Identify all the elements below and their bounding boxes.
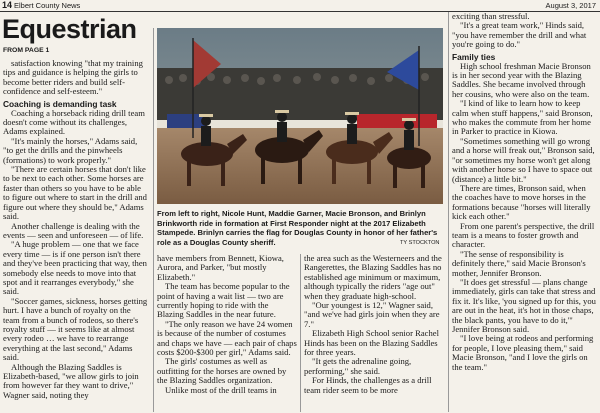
paragraph: "The only reason we have 24 women is because of the number of costumes and chaps we have — each pair of chaps costs $200-$300 per girl," Adams said. — [157, 318, 297, 358]
paragraph: "The sense of responsibility is definitely there," said Macie Bronson's mother, Jennifer Bronson. — [452, 248, 586, 278]
paragraph: exciting than stressful. — [452, 12, 530, 21]
paragraph: "I kind of like to learn how to keep calm when stuff happens," said Bronson, who makes the commute from her home in Parker to practice in Kiowa. — [452, 98, 593, 137]
paragraph: "There are certain horses that don't like to be next to each other. Some horses are faster than others so you have to be able to figure out where to start in the drill and figure out where they should be," Adams said. — [3, 164, 147, 222]
paragraph: For Hinds, the challenges as a drill team rider seem to be more — [304, 375, 432, 395]
column-divider — [300, 254, 301, 412]
paragraph: "A huge problem — one that we face every time — is if one person isn't there and they've been practicing that way, then somebody else needs to move into that spot and it rearranges everybody," she said. — [3, 239, 147, 297]
article-column-3 — [304, 254, 444, 412]
paragraph: "Soccer games, sickness, horses getting hurt. I have a bunch of royalty on the team from a bunch of rodeos, so there's royalty stuff — it seems like at almost every rodeo … we have to rearrange everything at the last second," Adams said. — [3, 295, 148, 363]
paragraph: The girls' costumes as well as outfitting for the horses are owned by the Blazing Saddles organization. — [157, 356, 287, 386]
photo-caption: From left to right, Nicole Hunt, Maddie Garner, Macie Bronson, and Brinlyn Brinkworth ride in formation at First Responder night at the 2017 Elizabeth Stampede. Brinlyn carries the flag for Douglas County in honor of her father's role as a Douglas County sheriff. — [157, 209, 438, 247]
paragraph: The team has become popular to the point of having a wait list — two are currently hoping to ride with the Blazing Saddles in the near future. — [157, 281, 290, 320]
horse-riders-image — [157, 28, 443, 204]
jump-line: FROM PAGE 1 — [3, 47, 50, 54]
publication-name: Elbert County News — [14, 1, 81, 10]
paragraph: High school freshman Macie Bronson is in her second year with the Blazing Saddles. She became involved through her cousins, who were also on the team. — [452, 60, 591, 99]
paragraph: "It gets the adrenaline going, performing," she said. — [304, 356, 412, 376]
section-subhead: Family ties — [452, 51, 496, 62]
article-column-1 — [3, 59, 149, 411]
paragraph: "Our youngest is 12," Wagner said, "and we've had girls join when they are 7." — [304, 300, 440, 329]
page-header — [0, 0, 600, 12]
issue-date: August 3, 2017 — [545, 1, 596, 10]
section-subhead: Coaching is demanding task — [3, 98, 117, 109]
column-divider — [153, 28, 154, 412]
headline: Equestrian — [2, 14, 137, 44]
paragraph: Coaching a horseback riding drill team doesn't come without its challenges, Adams explained. — [3, 107, 145, 137]
paragraph: There are times, Bronson said, when the coaches have to move horses in the formations because "horses will literally kick each other." — [452, 182, 591, 222]
paragraph: From one parent's perspective, the drill team is a means to foster growth and character. — [452, 220, 595, 250]
page-number: 14 — [2, 0, 13, 10]
article-column-4 — [452, 12, 598, 412]
rodeo-photo — [157, 28, 443, 204]
paragraph: Unlike most of the drill teams in — [165, 384, 277, 395]
paragraph: Another challenge is dealing with the events — seen and unforeseen — of life. — [3, 220, 144, 240]
column-divider — [448, 12, 449, 412]
paragraph: satisfaction knowing "that my training tips and guidance is helping the girls to become better riders and build self-confidence and self-esteem." — [3, 59, 143, 97]
paragraph: "It's mainly the horses," Adams said, "to get the drills and the pinwheels (formations) to work properly." — [3, 135, 138, 165]
paragraph: the area such as the Westerneers and the Rangerettes, the Blazing Saddles has no established age minimum or maximum, although typically the riders "age out" when they graduate high-school. — [304, 254, 442, 301]
paragraph: Although the Blazing Saddles is Elizabeth-based, "we allow girls to join from however far they want to drive," Wagner said, noting they — [3, 361, 139, 400]
photo-credit: TY STOCKTON — [400, 240, 440, 246]
article-column-2 — [157, 254, 297, 412]
paragraph: "Sometimes something will go wrong and a horse will freak out," Bronson said, "or sometimes my horse won't get along with another horse so I have to space out (distance) a little bit." — [452, 135, 595, 184]
paragraph: have members from Bennett, Kiowa, Aurora, and Parker, "but mostly Elizabeth." — [157, 254, 284, 282]
paragraph: "I love being at rodeos and performing for people, I love pleasing them," said Macie Bronson, "and I love the girls on the team." — [452, 333, 594, 372]
paragraph: "It does get stressful — plans change immediately, girls can take that stress and fix it. It's like, 'you signed up for this, you are out in the heat, it's hot in those chaps, the black pants, you have to do it,'" Jennifer Bronson said. — [452, 276, 596, 334]
paragraph: Elizabeth High School senior Rachel Hinds has been on the Blazing Saddles for three years. — [304, 328, 439, 358]
paragraph: "It's a great team work," Hinds said, "you have remember the drill and what you're going to do." — [452, 20, 587, 50]
